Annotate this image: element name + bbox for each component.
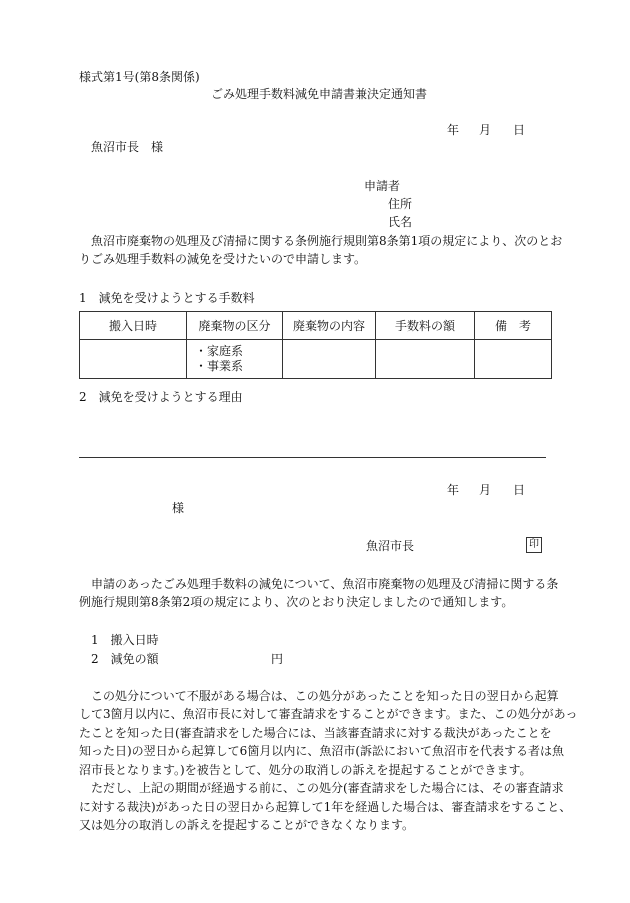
name-label: 氏名 (388, 215, 413, 229)
addressee: 魚沼市長 様 (91, 140, 164, 154)
decision-date (447, 482, 525, 498)
header-waste-content: 廃棄物の内容 (283, 312, 376, 340)
cell-waste-content[interactable] (283, 340, 376, 379)
application-date (447, 122, 525, 138)
cell-delivery-datetime[interactable] (80, 340, 187, 379)
cell-waste-category[interactable] (187, 340, 283, 379)
section-divider (79, 457, 546, 458)
notice-line: ただし、上記の期間が経過する前に、この処分(審査請求をした場合には、その審査請求 (91, 781, 564, 795)
recipient-honorific: 様 (172, 501, 185, 515)
date-month: 月 (479, 123, 492, 137)
decision-body-line-1: 申請のあったごみ処理手数料の減免について、魚沼市廃棄物の処理及び清掃に関する条 (91, 577, 559, 591)
fee-table (79, 311, 552, 379)
header-remarks: 備 考 (475, 312, 552, 340)
issuer: 魚沼市長 (366, 539, 415, 553)
date-month: 月 (479, 483, 492, 497)
table-row (80, 340, 552, 379)
cell-fee-amount[interactable] (376, 340, 475, 379)
notice-line: 又は処分の取消しの訴えを提起することができなくなります。 (79, 818, 415, 832)
notice-line: たことを知った日(審査請求をした場合には、当該審査請求に対する裁決があったことを (79, 726, 552, 740)
table-header-row (80, 312, 552, 340)
notice-line: して3箇月以内に、魚沼市長に対して審査請求をすることができます。また、この処分があっ (79, 707, 578, 721)
form-number: 様式第1号(第8条関係) (79, 70, 200, 84)
item-reduction-amount: 2 減免の額 (91, 652, 159, 666)
notice-line: 知った日)の翌日から起算して6箇月以内に、魚沼市(訴訟において魚沼市を代表する者は魚 (79, 744, 565, 758)
application-body-line-2: りごみ処理手数料の減免を受けたいので申請します。 (79, 252, 367, 266)
item-delivery-datetime: 1 搬入日時 (91, 633, 159, 647)
header-waste-category: 廃棄物の区分 (187, 312, 283, 340)
header-fee-amount: 手数料の額 (376, 312, 475, 340)
application-body-line-1: 魚沼市廃棄物の処理及び清掃に関する条例施行規則第8条第1項の規定により、次のとお (91, 234, 563, 248)
header-delivery-datetime: 搬入日時 (80, 312, 187, 340)
date-year: 年 (447, 483, 460, 497)
section-2-title: 2 減免を受けようとする理由 (79, 390, 243, 404)
yen-unit: 円 (271, 652, 284, 666)
date-year: 年 (447, 123, 460, 137)
notice-line: この処分について不服がある場合は、この処分があったことを知った日の翌日から起算 (91, 689, 559, 703)
decision-body-line-2: 例施行規則第8条第2項の規定により、次のとおり決定しましたので通知します。 (79, 595, 514, 609)
kind-household: ・家庭系 (195, 344, 244, 358)
cell-remarks[interactable] (475, 340, 552, 379)
notice-line: 沼市長となります。)を被告として、処分の取消しの訴えを提起することができます。 (79, 763, 532, 777)
section-1-title: 1 減免を受けようとする手数料 (79, 291, 255, 305)
kind-business: ・事業系 (195, 359, 244, 373)
date-day: 日 (513, 483, 526, 497)
document-title: ごみ処理手数料減免申請書兼決定通知書 (211, 87, 428, 101)
seal-mark: 印 (526, 537, 542, 553)
notice-line: に対する裁決)があった日の翌日から起算して1年を経過した場合は、審査請求をすること、 (79, 800, 572, 814)
date-day: 日 (513, 123, 526, 137)
applicant-label: 申請者 (364, 179, 401, 193)
address-label: 住所 (388, 197, 413, 211)
